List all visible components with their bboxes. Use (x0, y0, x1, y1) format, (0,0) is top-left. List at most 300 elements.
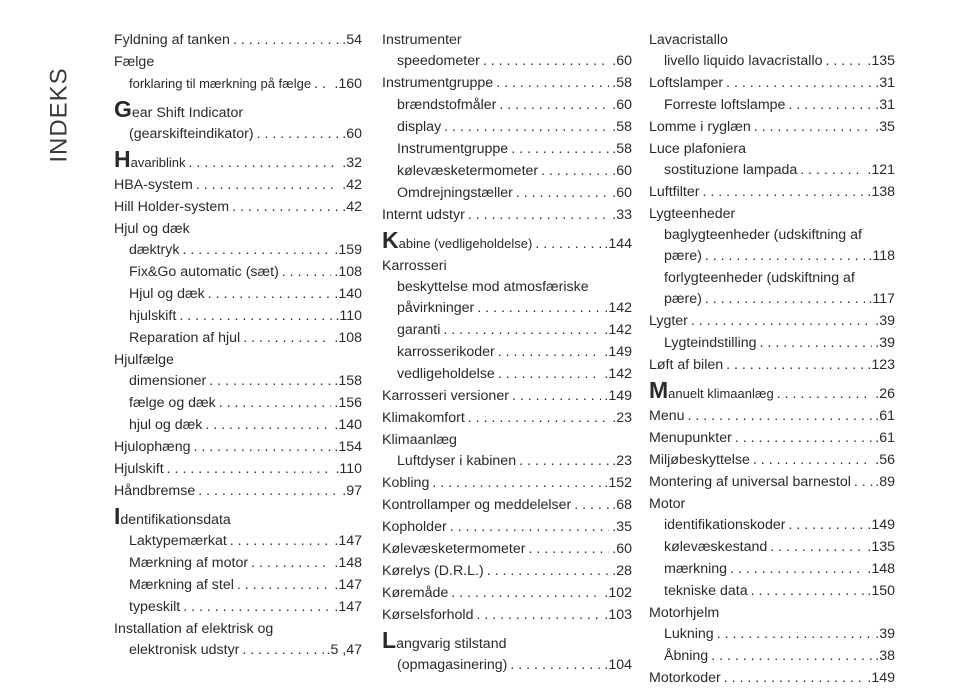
page-number: .135 (867, 53, 895, 69)
dot-leader (574, 495, 609, 516)
index-entry-label: sostituzione lampada (664, 162, 798, 178)
page-number: .147 (334, 599, 362, 615)
dot-leader (189, 153, 340, 174)
page-number: .142 (604, 322, 632, 338)
page-number: .23 (612, 410, 632, 426)
index-entry (382, 539, 632, 560)
page-number: .58 (612, 119, 632, 135)
index-heading (649, 139, 895, 160)
section-letter: G (114, 96, 132, 122)
index-entry (649, 377, 895, 405)
dot-leader (232, 197, 339, 218)
page-number: .42 (342, 177, 362, 193)
dot-leader (205, 415, 331, 436)
index-entry-label: livello liquido lavacristallo (664, 53, 823, 69)
dot-leader (512, 386, 601, 407)
page-number: .60 (612, 185, 632, 201)
index-entry (382, 655, 632, 676)
page-number: .104 (604, 657, 632, 673)
page-number: .147 (334, 533, 362, 549)
page-number: .60 (342, 126, 362, 142)
page-number: .121 (867, 162, 895, 178)
index-entry-label: Klimakomfort (382, 410, 465, 426)
page-number: .31 (875, 75, 895, 91)
index-entry (382, 605, 632, 626)
index-entry (649, 73, 895, 94)
index-entry (114, 393, 362, 414)
page-number: .35 (875, 119, 895, 135)
index-letter-heading (382, 627, 632, 655)
dot-leader (726, 355, 864, 376)
page-number: .61 (875, 408, 895, 424)
page-number: .159 (334, 242, 362, 258)
page-number: .39 (875, 313, 895, 329)
page-number: .108 (334, 330, 362, 346)
dot-leader (854, 472, 872, 493)
index-entry-label: Motor (649, 496, 686, 512)
dot-leader (688, 406, 873, 427)
index-entry-label: Hjul og dæk (114, 221, 190, 237)
index-entry-label: Fyldning af tanken (114, 32, 230, 48)
index-entry-label: Laktypemærkat (129, 533, 227, 549)
index-entry (649, 311, 895, 332)
page-number: .147 (334, 577, 362, 593)
page-number: .154 (334, 439, 362, 455)
index-entry-label: påvirkninger (397, 300, 475, 316)
dot-leader (499, 95, 609, 116)
section-letter: K (382, 227, 399, 253)
index-entry-label: ear Shift Indicator (131, 105, 244, 121)
index-entry-label: Lygter (649, 313, 688, 329)
index-subheading (382, 277, 632, 298)
index-entry-label: Omdrejningstæller (397, 185, 513, 201)
index-heading (114, 52, 362, 73)
index-entry (382, 583, 632, 604)
index-entry (382, 517, 632, 538)
index-entry-label: identifikationskoder (664, 517, 786, 533)
index-entry-label: Lomme i ryglæn (649, 119, 751, 135)
dot-leader (498, 342, 602, 363)
page-number: .148 (334, 555, 362, 571)
page-number: .39 (875, 335, 895, 351)
index-entry (382, 161, 632, 182)
index-entry-label: angvarig stilstand (396, 636, 507, 652)
page-number: .58 (612, 75, 632, 91)
index-entry-label: Fix&Go automatic (sæt) (129, 264, 279, 280)
page-number: .148 (867, 561, 895, 577)
index-entry-label: Fælge (114, 54, 155, 70)
index-entry-label: Kørselsforhold (382, 607, 474, 623)
dot-leader (487, 561, 610, 582)
index-entry-label: dæktryk (129, 242, 180, 258)
index-entry-label: Lukning (664, 626, 714, 642)
page-number: .68 (612, 497, 632, 513)
page-number: .23 (612, 453, 632, 469)
index-entry-label: hjulskift (129, 308, 177, 324)
index-entry-label: vedligeholdelse (397, 366, 495, 382)
index-entry (649, 450, 895, 471)
page-number: .156 (334, 395, 362, 411)
dot-leader (198, 481, 339, 502)
index-entry (114, 437, 362, 458)
page-number: .135 (867, 539, 895, 555)
index-entry (649, 355, 895, 376)
index-entry-label: kølevæskestand (664, 539, 768, 555)
index-heading (649, 30, 895, 51)
index-entry-label: Motorhjelm (649, 605, 720, 621)
index-entry-label: hjul og dæk (129, 417, 203, 433)
index-entry (114, 284, 362, 305)
index-heading (382, 256, 632, 277)
index-entry-label: speedometer (397, 53, 480, 69)
index-entry (382, 342, 632, 363)
dot-leader (753, 450, 872, 471)
dot-leader (541, 161, 609, 182)
section-letter: H (114, 146, 131, 172)
index-entry (114, 371, 362, 392)
index-entry-label: Lavacristallo (649, 32, 728, 48)
dot-leader (483, 51, 609, 72)
page-number: .149 (867, 670, 895, 686)
dot-leader (770, 537, 864, 558)
dot-leader (730, 559, 864, 580)
index-column-2 (382, 30, 632, 677)
dot-leader (282, 262, 332, 283)
page-number: .158 (334, 373, 362, 389)
index-entry (114, 197, 362, 218)
dot-leader (242, 640, 323, 661)
index-entry-label: (gearskifteindikator) (129, 126, 254, 142)
index-entry-label: Luftdyser i kabinen (397, 453, 517, 469)
index-entry-label: Instrumentgruppe (397, 141, 509, 157)
dot-leader (826, 51, 865, 72)
page-number: .60 (612, 163, 632, 179)
page-number: .142 (604, 300, 632, 316)
index-entry (382, 95, 632, 116)
page-number: .152 (604, 475, 632, 491)
dot-leader (257, 124, 340, 145)
dot-leader (194, 437, 332, 458)
index-entry (114, 640, 362, 661)
dot-leader (529, 539, 610, 560)
index-entry (114, 553, 362, 574)
index-entry (649, 472, 895, 493)
page-number: .38 (875, 648, 895, 664)
index-entry-label: Hill Holder-system (114, 199, 230, 215)
page-number: .60 (612, 97, 632, 113)
index-entry (114, 262, 362, 283)
dot-leader (243, 328, 331, 349)
index-entry-label: pære) (664, 291, 702, 307)
page-number: .142 (604, 366, 632, 382)
index-entry (114, 597, 362, 618)
index-entry-label: mærkning (664, 561, 728, 577)
index-entry-label: Hjulskift (114, 461, 164, 477)
index-entry (382, 183, 632, 204)
index-column-1 (114, 30, 362, 662)
page-number: .5 ,47 (326, 642, 362, 658)
index-heading (382, 430, 632, 451)
index-entry-label: Åbning (664, 648, 709, 664)
index-entry (382, 364, 632, 385)
page-number: .110 (335, 461, 362, 477)
dot-leader (516, 183, 609, 204)
index-heading (114, 350, 362, 371)
dot-leader (800, 160, 864, 181)
index-entry (649, 117, 895, 138)
dot-leader (535, 234, 601, 255)
index-entry (114, 240, 362, 261)
page-number: .54 (342, 32, 362, 48)
index-entry-label: Menu (649, 408, 685, 424)
dot-leader (705, 289, 866, 310)
dot-leader (183, 597, 331, 618)
dot-leader (777, 384, 873, 405)
dot-leader (179, 306, 332, 327)
dot-leader (196, 175, 339, 196)
page-number: .60 (612, 541, 632, 557)
dot-leader (760, 333, 873, 354)
index-entry (649, 406, 895, 427)
index-entry-label: dentifikationsdata (120, 512, 231, 528)
dot-leader (468, 205, 609, 226)
index-heading (114, 219, 362, 240)
index-entry (382, 386, 632, 407)
index-entry (649, 559, 895, 580)
section-letter: M (649, 377, 669, 403)
index-entry-label: Montering af universal barnestol (649, 474, 851, 490)
page-number: .117 (868, 291, 895, 307)
page-number: .33 (612, 207, 632, 223)
index-entry-label: pære) (664, 248, 702, 264)
index-entry-label: avariblink (130, 155, 186, 170)
index-entry-label: Kørelys (D.R.L.) (382, 563, 484, 579)
index-entry-label: Miljøbeskyttelse (649, 452, 750, 468)
index-heading (382, 30, 632, 51)
index-entry (382, 473, 632, 494)
index-entry-label: display (397, 119, 442, 135)
index-entry-label: forlygteenheder (udskiftning af (664, 270, 855, 286)
index-entry-label: Forreste loftslampe (664, 97, 786, 113)
index-entry-label: (opmagasinering) (397, 657, 508, 673)
page-number: .123 (867, 357, 895, 373)
index-entry (649, 95, 895, 116)
page-number: .102 (604, 585, 632, 601)
index-entry-label: Instrumenter (382, 32, 462, 48)
index-entry (382, 408, 632, 429)
index-entry (382, 139, 632, 160)
index-entry-label: beskyttelse mod atmosfæriske (397, 279, 589, 295)
index-entry-label: karrosserikoder (397, 344, 495, 360)
index-entry (649, 646, 895, 667)
index-entry-label: Lygteindstilling (664, 335, 757, 351)
dot-leader (691, 311, 872, 332)
index-entry (114, 306, 362, 327)
page-number: .160 (334, 76, 362, 92)
index-entry (114, 328, 362, 349)
index-entry (114, 30, 362, 51)
dot-leader (237, 575, 332, 596)
dot-leader (477, 298, 601, 319)
dot-leader (468, 408, 609, 429)
dot-leader (702, 182, 864, 203)
page-number: .35 (612, 519, 632, 535)
index-entry (382, 451, 632, 472)
index-entry-label: fælge og dæk (129, 395, 216, 411)
index-entry (649, 160, 895, 181)
index-entry-label: brændstofmåler (397, 97, 497, 113)
index-entry-label: dimensioner (129, 373, 207, 389)
index-entry-label: forklaring til mærkning på fælge (129, 76, 312, 91)
index-entry (382, 561, 632, 582)
index-entry-label: Løft af bilen (649, 357, 724, 373)
index-entry-label: Hjul og dæk (129, 286, 205, 302)
index-entry-label: Reparation af hjul (129, 330, 241, 346)
dot-leader (167, 459, 333, 480)
index-entry (649, 289, 895, 310)
index-entry (649, 624, 895, 645)
index-entry-label: Internt udstyr (382, 207, 465, 223)
page-number: .118 (868, 248, 895, 264)
index-entry-label: Installation af elektrisk og (114, 621, 274, 637)
section-letter: L (382, 627, 397, 653)
index-entry (382, 298, 632, 319)
dot-leader (751, 581, 865, 602)
page-number: .58 (612, 141, 632, 157)
dot-leader (450, 517, 610, 538)
index-entry (114, 481, 362, 502)
index-entry (649, 182, 895, 203)
dot-leader (230, 531, 332, 552)
dot-leader (735, 428, 872, 449)
index-entry-label: anuelt klimaanlæg (668, 386, 774, 401)
index-entry (382, 51, 632, 72)
index-entry (382, 73, 632, 94)
index-entry (114, 575, 362, 596)
dot-leader (498, 364, 602, 385)
page-number: .149 (604, 344, 632, 360)
index-entry (382, 117, 632, 138)
index-entry-label: Lygteenheder (649, 206, 736, 222)
page-number: .103 (604, 607, 632, 623)
dot-leader (711, 646, 872, 667)
index-entry-label: Mærkning af stel (129, 577, 234, 593)
dot-leader (208, 284, 332, 305)
index-entry-label: Kobling (382, 475, 430, 491)
index-side-label-text: INDEKS (46, 67, 74, 163)
page-number: .26 (875, 386, 895, 402)
index-entry (114, 146, 362, 174)
index-entry-label: Hjulophæng (114, 439, 191, 455)
index-entry-label: Klimaanlæg (382, 432, 457, 448)
dot-leader (717, 624, 873, 645)
index-entry (382, 495, 632, 516)
page-number: .138 (867, 184, 895, 200)
dot-leader (788, 95, 872, 116)
dot-leader (444, 117, 609, 138)
dot-leader (788, 515, 864, 536)
index-entry (114, 531, 362, 552)
index-entry (114, 73, 362, 95)
index-entry (649, 428, 895, 449)
index-entry (114, 459, 362, 480)
index-entry (114, 124, 362, 145)
index-entry-label: abine (vedligeholdelse) (398, 236, 533, 251)
index-entry-label: Håndbremse (114, 483, 196, 499)
dot-leader (519, 451, 609, 472)
index-entry-label: kølevæsketermometer (397, 163, 539, 179)
index-entry-label: Kontrollamper og meddelelser (382, 497, 572, 513)
page-number: .56 (875, 452, 895, 468)
index-entry-label: Luce plafoniera (649, 141, 747, 157)
page-number: .144 (604, 236, 632, 252)
section-letter: I (114, 503, 121, 529)
page-number: .31 (875, 97, 895, 113)
page-number: .32 (342, 155, 362, 171)
index-entry (649, 537, 895, 558)
dot-leader (476, 605, 601, 626)
page-number: .42 (342, 199, 362, 215)
page-number: .60 (612, 53, 632, 69)
index-entry-label: tekniske data (664, 583, 748, 599)
dot-leader (754, 117, 873, 138)
index-entry (649, 246, 895, 267)
page-number: .39 (875, 626, 895, 642)
page-number: .149 (867, 517, 895, 533)
page-number: .97 (342, 483, 362, 499)
page-number: .140 (334, 286, 362, 302)
index-letter-heading (114, 503, 362, 531)
index-entry-label: Karrosseri (382, 258, 447, 274)
index-heading (649, 494, 895, 515)
dot-leader (510, 655, 601, 676)
page-number: .108 (334, 264, 362, 280)
page-number: .28 (612, 563, 632, 579)
index-entry-label: Karrosseri versioner (382, 388, 509, 404)
page-number: .150 (867, 583, 895, 599)
index-entry (649, 51, 895, 72)
dot-leader (443, 320, 601, 341)
index-side-label (30, 30, 90, 200)
index-entry-label: Motorkoder (649, 670, 721, 686)
index-entry-label: Mærkning af motor (129, 555, 249, 571)
index-entry-label: Køremåde (382, 585, 449, 601)
index-entry (649, 581, 895, 602)
index-entry-label: HBA-system (114, 177, 193, 193)
page-number: .149 (604, 388, 632, 404)
index-entry-label: elektronisk udstyr (129, 642, 240, 658)
dot-leader (209, 371, 331, 392)
dot-leader (451, 583, 601, 604)
index-entry-label: Luftfilter (649, 184, 700, 200)
index-heading (649, 603, 895, 624)
index-column-3 (649, 30, 895, 690)
dot-leader (219, 393, 332, 414)
index-entry-label: baglygteenheder (udskiftning af (664, 227, 862, 243)
index-heading (114, 619, 362, 640)
index-subheading (649, 225, 895, 246)
dot-leader (726, 73, 872, 94)
dot-leader (705, 246, 866, 267)
index-heading (649, 204, 895, 225)
dot-leader (432, 473, 601, 494)
dot-leader (496, 73, 609, 94)
index-entry-label: typeskilt (129, 599, 181, 615)
page-number: .110 (335, 308, 362, 324)
index-letter-heading (114, 96, 362, 124)
page-number: .89 (875, 474, 895, 490)
dot-leader (233, 30, 339, 51)
